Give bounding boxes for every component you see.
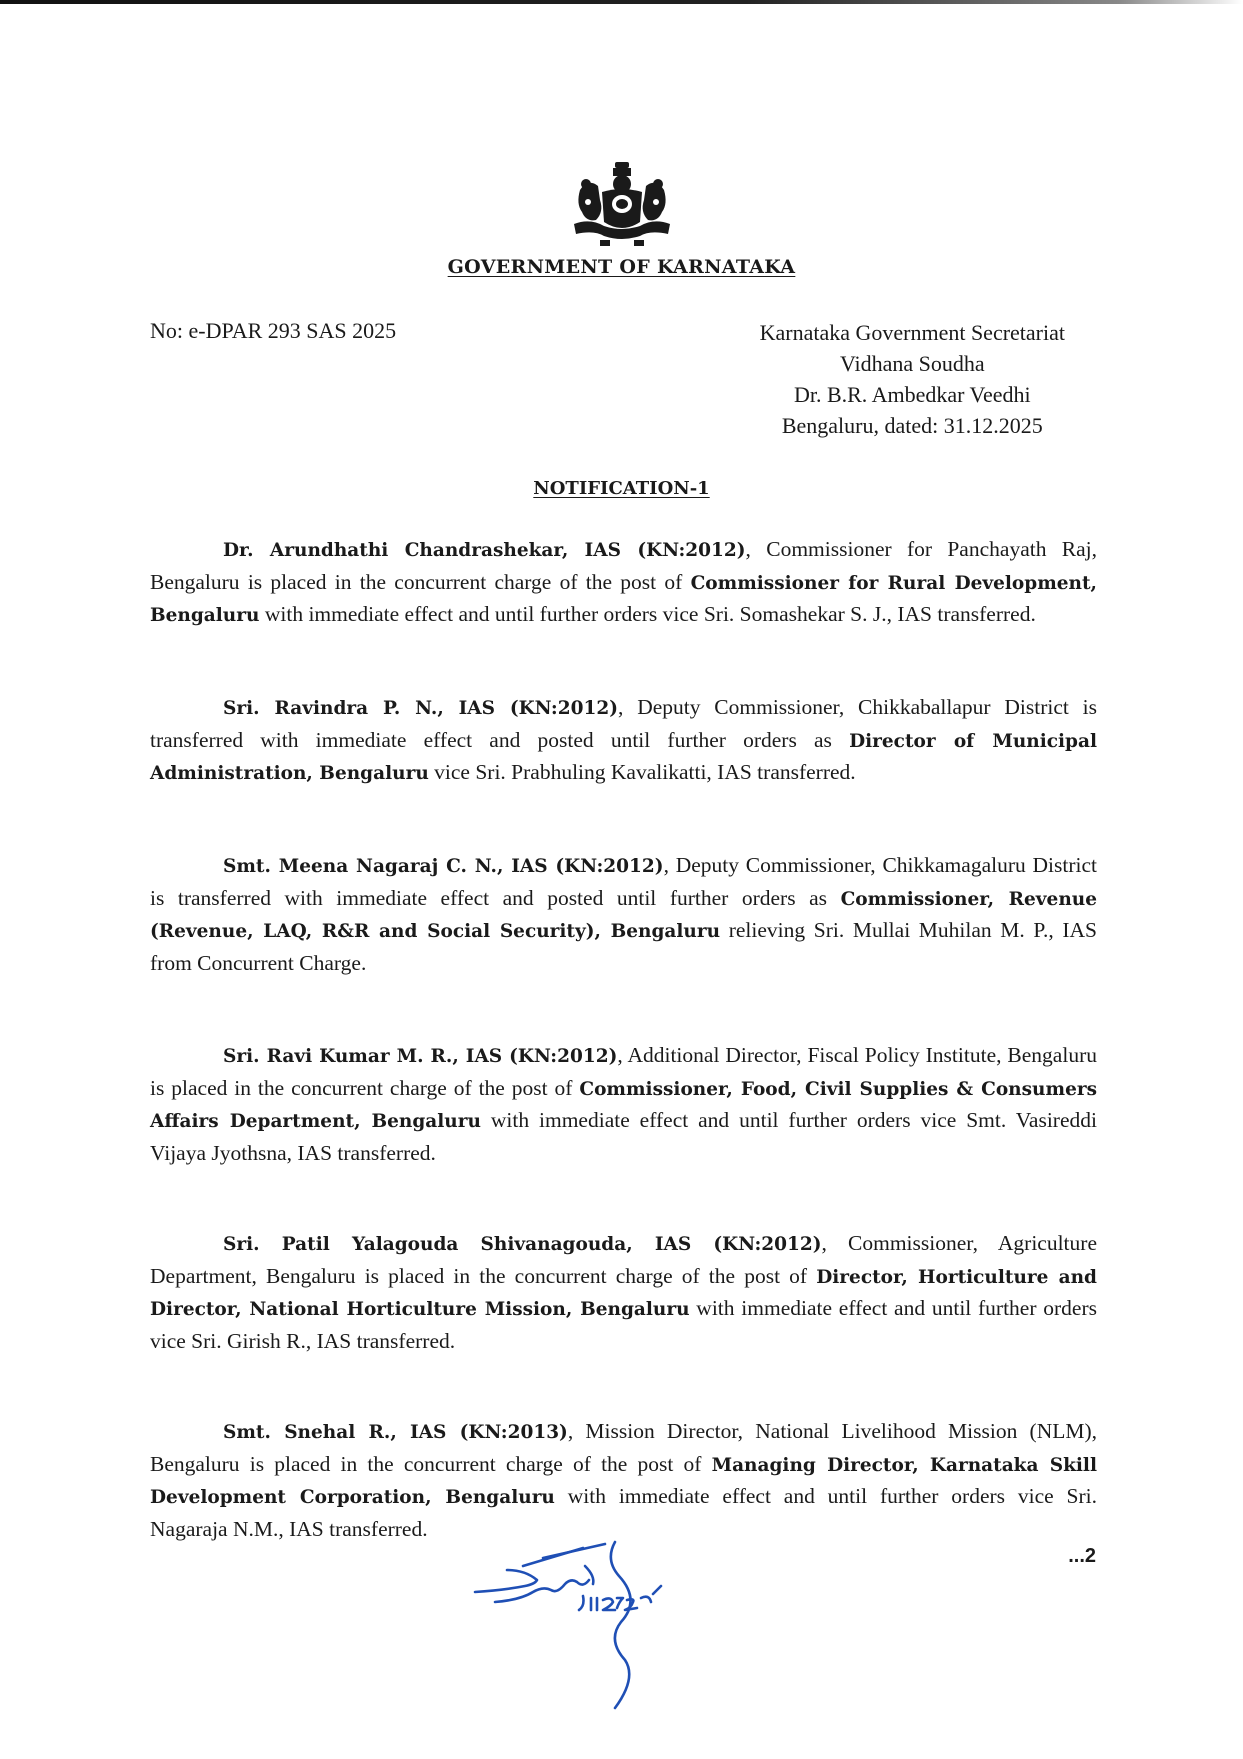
posting: Director, Horticulture and Director, National Horticulture Mission, Bengaluru	[150, 1266, 1097, 1320]
officer-name: Smt. Snehal R., IAS (KN:2013)	[223, 1422, 568, 1443]
scan-edge	[0, 0, 1243, 4]
order-paragraph: Dr. Arundhathi Chandrashekar, IAS (KN:2012), Commissioner for Panchayath Raj, Bengaluru is placed in the concurrent charge of the post of Commissioner for Rural Development, Bengaluru with immediate effect and until further orders vice Sri. Somashekar S. J., IAS transferred.	[150, 537, 1098, 626]
order-paragraph: Sri. Ravi Kumar M. R., IAS (KN:2012), Additional Director, Fiscal Policy Institute, Bengaluru is placed in the concurrent charge of the post of Commissioner, Food, Civil Supplies & Consumers Affairs Department, Bengaluru with immediate effect and until further orders vice Smt. Vasireddi Vijaya Jyothsna, IAS transferred.	[150, 1043, 1097, 1165]
address-line: Karnataka Government Secretariat	[759, 320, 1065, 345]
posting: Commissioner, Revenue (Revenue, LAQ, R&R and Social Security), Bengaluru	[150, 888, 1097, 942]
signature-icon	[465, 1540, 765, 1710]
address-line: Vidhana Soudha	[839, 351, 985, 376]
officer-name: Sri. Ravindra P. N., IAS (KN:2012)	[223, 698, 619, 719]
posting: Commissioner, Food, Civil Supplies & Consumers Affairs Department, Bengaluru	[150, 1078, 1097, 1132]
posting: Commissioner for Rural Development, Bengaluru	[150, 572, 1097, 626]
order-number: No: e-DPAR 293 SAS 2025	[150, 318, 397, 343]
officer-name: Sri. Ravi Kumar M. R., IAS (KN:2012)	[223, 1046, 618, 1067]
order-paragraph: Smt. Meena Nagaraj C. N., IAS (KN:2012), Deputy Commissioner, Chikkamagaluru District is transferred with immediate effect and posted until further orders as Commissioner, Revenue (Revenue, LAQ, R&R and Social Security), Bengaluru relieving Sri. Mullai Muhilan M. P., IAS from Concurrent Charge.	[150, 853, 1097, 975]
order-paragraph: Sri. Ravindra P. N., IAS (KN:2012), Deputy Commissioner, Chikkaballapur District is transferred with immediate effect and posted until further orders as Director of Municipal Administration, Bengaluru vice Sri. Prabhuling Kavalikatti, IAS transferred.	[150, 695, 1098, 784]
karnataka-emblem-icon	[560, 160, 684, 252]
date-line: Bengaluru, dated: 31.12.2025	[781, 413, 1043, 438]
notification-title: NOTIFICATION-1	[533, 478, 710, 499]
issuing-office-address	[760, 317, 1065, 441]
officer-name: Smt. Meena Nagaraj C. N., IAS (KN:2012)	[223, 856, 664, 877]
officer-name: Sri. Patil Yalagouda Shivanagouda, IAS (KN:2012)	[223, 1234, 822, 1255]
government-title: GOVERNMENT OF KARNATAKA	[447, 256, 796, 278]
posting: Managing Director, Karnataka Skill Development Corporation, Bengaluru	[150, 1454, 1097, 1508]
officer-name: Dr. Arundhathi Chandrashekar, IAS (KN:2012)	[223, 540, 746, 561]
order-paragraph: Sri. Patil Yalagouda Shivanagouda, IAS (KN:2012), Commissioner, Agriculture Department, Bengaluru is placed in the concurrent charge of the post of Director, Horticulture and Director, National Horticulture Mission, Bengaluru with immediate effect and until further orders vice Sri. Girish R., IAS transferred.	[150, 1231, 1097, 1353]
address-line: Dr. B.R. Ambedkar Veedhi	[793, 382, 1031, 407]
order-paragraph: Smt. Snehal R., IAS (KN:2013), Mission Director, National Livelihood Mission (NLM), Bengaluru is placed in the concurrent charge of the post of Managing Director, Karnataka Skill Development Corporation, Bengaluru with immediate effect and until further orders vice Sri. Nagaraja N.M., IAS transferred.	[150, 1419, 1097, 1541]
posting: Director of Municipal Administration, Bengaluru	[150, 730, 1098, 784]
page-continuation-marker: ...2	[1068, 1545, 1096, 1567]
